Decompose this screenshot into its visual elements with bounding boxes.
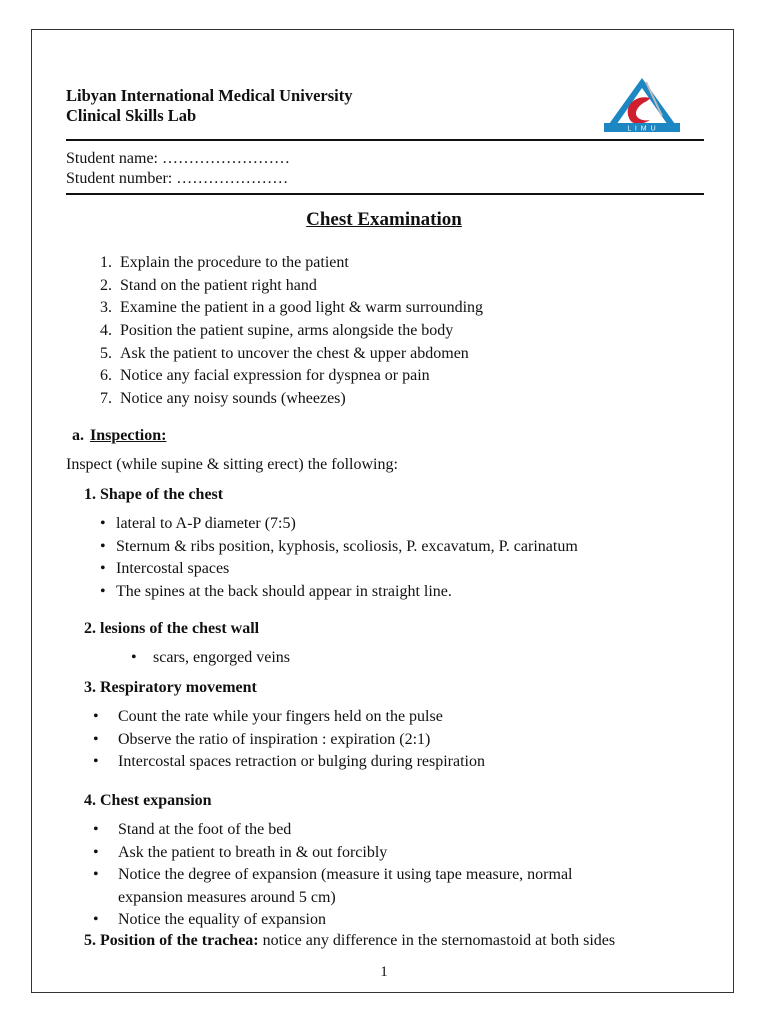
section-heading-respiratory: 3. Respiratory movement <box>84 679 257 696</box>
list-item: • Ask the patient to breath in & out forcibly <box>93 843 388 861</box>
list-item: 1. Explain the procedure to the patient <box>100 254 349 271</box>
list-item: • scars, engorged veins <box>131 649 290 666</box>
list-item: • Intercostal spaces retraction or bulging during respiration <box>93 753 485 770</box>
student-divider <box>66 193 704 195</box>
student-block <box>66 149 290 189</box>
expansion-list <box>93 819 573 932</box>
student-name-line: Student name: …………………… <box>66 150 290 167</box>
section-heading-expansion: 4. Chest expansion <box>84 792 212 809</box>
list-item: 5. Ask the patient to uncover the chest & upper abdomen <box>100 344 469 362</box>
list-item: • Count the rate while your fingers held on the pulse <box>93 708 443 725</box>
page-number: 1 <box>380 964 388 980</box>
list-item: 2. Stand on the patient right hand <box>100 276 317 294</box>
list-item: • Sternum & ribs position, kyphosis, scoliosis, P. excavatum, P. carinatum <box>100 537 578 555</box>
section-heading-lesions: 2. lesions of the chest wall <box>84 620 260 637</box>
list-item: • lateral to A-P diameter (7:5) <box>100 515 296 532</box>
section-heading-trachea: 5. Position of the trachea: <box>84 932 259 949</box>
list-item: 4. Position the patient supine, arms alongside the body <box>100 322 454 340</box>
respiratory-list <box>93 706 485 774</box>
list-item: • Notice the equality of expansion <box>93 911 326 928</box>
lab-name: Clinical Skills Lab <box>66 106 197 125</box>
limu-logo-graphic <box>600 76 684 136</box>
header-block <box>66 86 352 126</box>
list-item: • Observe the ratio of inspiration : expiration (2:1) <box>93 730 431 748</box>
list-item: • Stand at the foot of the bed <box>93 821 292 838</box>
section-heading-shape: 1. Shape of the chest <box>84 486 224 503</box>
student-number-line: Student number: ………………… <box>66 170 289 187</box>
list-item: expansion measures around 5 cm) <box>118 888 336 906</box>
trachea-text: notice any difference in the sternomastoid at both sides <box>258 932 616 949</box>
list-item: 7. Notice any noisy sounds (wheezes) <box>100 390 346 408</box>
page-title: Chest Examination <box>306 209 462 230</box>
inspection-heading: a. Inspection: <box>72 427 167 444</box>
header-divider <box>66 139 704 141</box>
university-name: Libyan International Medical University <box>66 86 353 105</box>
limu-logo <box>600 76 684 136</box>
lesions-list <box>131 647 290 670</box>
list-item: 3. Examine the patient in a good light & warm surrounding <box>100 299 484 317</box>
logo-text: L I M U <box>627 125 657 133</box>
trachea-line <box>84 932 615 950</box>
steps-list <box>86 252 483 411</box>
list-item: • Intercostal spaces <box>100 560 230 577</box>
list-item: • Notice the degree of expansion (measure it using tape measure, normal <box>93 866 573 883</box>
list-item: • The spines at the back should appear in straight line. <box>100 582 452 600</box>
inspection-intro: Inspect (while supine & sitting erect) the following: <box>66 456 398 473</box>
list-item: 6. Notice any facial expression for dyspnea or pain <box>100 367 430 385</box>
shape-list <box>100 513 578 603</box>
